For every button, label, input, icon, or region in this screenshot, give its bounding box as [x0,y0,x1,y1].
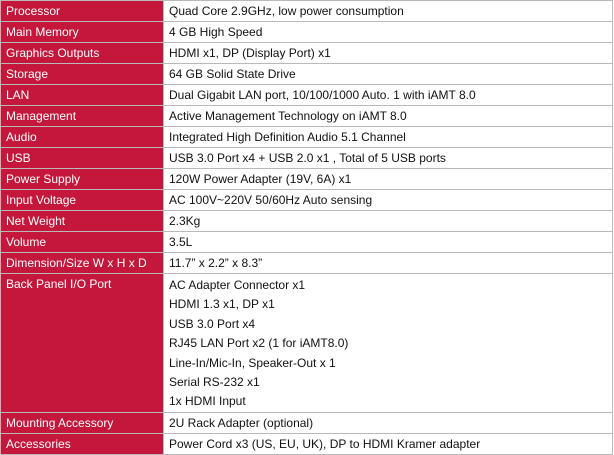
spec-row [1,85,613,106]
spec-value [164,274,613,413]
spec-value: Integrated High Definition Audio 5.1 Channel [164,127,613,148]
spec-row [1,433,613,454]
spec-row [1,1,613,22]
spec-row [1,106,613,127]
spec-value-line: Line-In/Mic-In, Speaker-Out x 1 [169,355,336,370]
spec-value: HDMI x1, DP (Display Port) x1 [164,43,613,64]
spec-label: Dimension/Size W x H x D [1,253,164,274]
spec-value-line: 1x HDMI Input [169,394,246,409]
spec-label: Processor [1,1,164,22]
spec-value: Dual Gigabit LAN port, 10/100/1000 Auto. 1 with iAMT 8.0 [164,85,613,106]
spec-label: USB [1,148,164,169]
spec-value: USB 3.0 Port x4 + USB 2.0 x1 , Total of 5 USB ports [164,148,613,169]
spec-row [1,22,613,43]
spec-value: 11.7” x 2.2” x 8.3” [164,253,613,274]
spec-value: 120W Power Adapter (19V, 6A) x1 [164,169,613,190]
spec-row [1,127,613,148]
spec-row [1,64,613,85]
spec-row [1,274,613,413]
spec-value: Power Cord x3 (US, EU, UK), DP to HDMI Kramer adapter [164,433,613,454]
spec-value: Quad Core 2.9GHz, low power consumption [164,1,613,22]
spec-label: Storage [1,64,164,85]
spec-label: Main Memory [1,22,164,43]
spec-label: Mounting Accessory [1,412,164,433]
spec-label: Accessories [1,433,164,454]
spec-value: 3.5L [164,232,613,253]
spec-value-line: Serial RS-232 x1 [169,374,260,389]
spec-label: LAN [1,85,164,106]
spec-row [1,169,613,190]
spec-value: 4 GB High Speed [164,22,613,43]
spec-value-line: HDMI 1.3 x1, DP x1 [169,297,275,312]
spec-label: Management [1,106,164,127]
spec-row [1,148,613,169]
spec-label: Audio [1,127,164,148]
spec-row [1,412,613,433]
spec-value: 2.3Kg [164,211,613,232]
spec-label: Power Supply [1,169,164,190]
spec-label: Volume [1,232,164,253]
spec-table-body [1,1,613,455]
spec-label: Graphics Outputs [1,43,164,64]
spec-label: Input Voltage [1,190,164,211]
spec-row [1,253,613,274]
spec-row [1,211,613,232]
spec-value: 64 GB Solid State Drive [164,64,613,85]
spec-row [1,232,613,253]
spec-value: AC 100V~220V 50/60Hz Auto sensing [164,190,613,211]
spec-value: Active Management Technology on iAMT 8.0 [164,106,613,127]
spec-value-line: USB 3.0 Port x4 [169,316,256,331]
spec-value-line: RJ45 LAN Port x2 (1 for iAMT8.0) [169,336,349,351]
spec-label: Back Panel I/O Port [1,274,164,413]
spec-row [1,43,613,64]
spec-value: 2U Rack Adapter (optional) [164,412,613,433]
spec-value-line: AC Adapter Connector x1 [169,278,306,292]
spec-row [1,190,613,211]
spec-label: Net Weight [1,211,164,232]
